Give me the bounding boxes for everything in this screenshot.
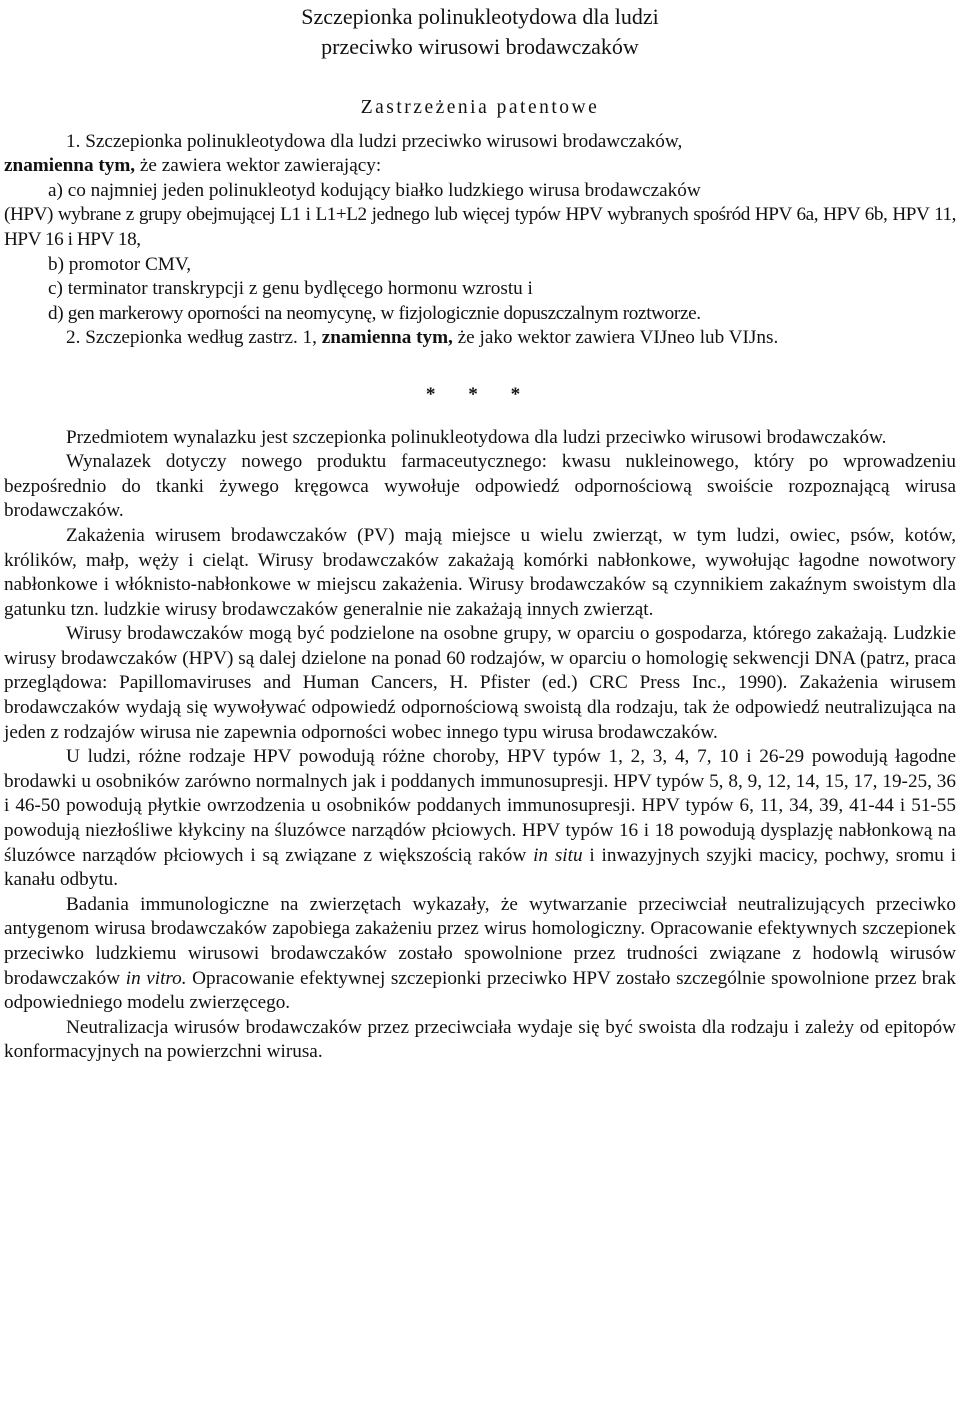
claim-2-bold: znamienna tym, — [321, 327, 453, 349]
section-separator: * * * — [425, 383, 535, 405]
claim-1-lead: 1. Szczepionka polinukleotydowa dla ludzi przeciwko wirusowi brodawczaków, — [66, 130, 683, 152]
paragraph-invention: Wynalazek dotyczy nowego produktu farmaceutycznego: kwasu nukleinowego, który po wprowadzeniu bezpośrednio do tkanki żywego kręgowca wywołuje odpowiedź odpornościową swoiście rozpoznającą wirusa brodawczaków. — [4, 451, 956, 522]
paragraph-groups: Wirusy brodawczaków mogą być podzielone na osobne grupy, w oparciu o gospodarza, którego zakażają. Ludzkie wirusy brodawczaków (HPV) są dalej dzielone na ponad 60 rodzajów, w oparciu o homologię sekwencji DNA (patrz, praca przeglądowa: Papillomaviruses and Human Cancers, H. Pfister (ed.) CRC Press Inc., 1990). Zakażenia wirusem brodawczaków wydają się wywoływać odpowiedź odpornościową swoistą dla rodzaju, tak że odpowiedź neutralizująca na jeden z rodzajów wirusa nie zapewnia odporności wobec innego typu wirusa brodawczaków. — [4, 623, 956, 743]
claim-1-item-b: b) promotor CMV, — [48, 253, 192, 275]
claims-heading: Zastrzeżenia patentowe — [360, 97, 600, 118]
claim-1-item-c: c) terminator transkrypcji z genu bydlęcego hormonu wzrostu i — [48, 278, 533, 300]
paragraph-immunology: Badania immunologiczne na zwierzętach wykazały, że wytwarzanie przeciwciał neutralizujących przeciwko antygenom wirusa brodawczaków zapobiega zakażeniu przez wirus homologiczny. Opracowanie efektywnych szczepionek przeciwko ludzkiemu wirusowi brodawczaków zostało spowolnione przez trudności związane z hodowlą wirusów brodawczaków in vitro. Opracowanie efektywnej szczepionki przeciwko HPV zostało szczególnie spowolnione przez brak odpowiedniego modelu zwierzęcego. — [4, 893, 957, 1014]
title-line-1: Szczepionka polinukleotydowa dla ludzi — [301, 4, 659, 29]
claim-2-rest: że jako wektor zawiera VIJneo lub VIJns. — [457, 327, 779, 349]
paragraph-hpv-types: U ludzi, różne rodzaje HPV powodują różne choroby, HPV typów 1, 2, 3, 4, 7, 10 i 26-29 powodują łagodne brodawki u osobników zarówno normalnych jak i poddanych immunosupresji. HPV typów 5, 8, 9, 12, 14, 15, 17, 19-25, 36 i 46-50 powodują płytkie owrzodzenia u osobników poddanych immunosupresji. HPV typów 6, 11, 34, 39, 41-44 i 51-55 powodują niezłośliwe kłykciny na śluzówce narządów płciowych. HPV typów 16 i 18 powodują dysplazję nabłonkową na śluzówce narządów płciowych i są związane z większością raków in situ i inwazyjnych szyjki macicy, pochwy, sromu i kanału odbytu. — [4, 746, 957, 891]
title-line-2: przeciwko wirusowi brodawczaków — [321, 34, 639, 59]
claim-2 — [4, 326, 956, 351]
claim-1-rest: że zawiera wektor zawierający: — [139, 155, 382, 177]
document-title — [4, 2, 956, 62]
paragraph-infections: Zakażenia wirusem brodawczaków (PV) mają miejsce u wielu zwierząt, w tym ludzi, owiec, psów, kotów, królików, małp, węży i cieląt. Wirusy brodawczaków zakażają komórki nabłonkowe, wywołując łagodne nowotwory nabłonkowe i włóknisto-nabłonkowe w miejscu zakażenia. Wirusy brodawczaków są czynnikiem zakaźnym swoistym dla gatunku tzn. ludzkie wirusy brodawczaków generalnie nie zakażają innych zwierząt. — [4, 524, 956, 620]
document-page — [0, 2, 960, 1406]
claim-1-bold: znamienna tym, — [4, 155, 136, 177]
paragraph-subject: Przedmiotem wynalazku jest szczepionka polinukleotydowa dla ludzi przeciwko wirusowi brodawczaków. — [66, 426, 887, 448]
italic-in-situ: in situ — [533, 844, 583, 866]
claim-1-item-a: a) co najmniej jeden polinukleotyd kodujący białko ludzkiego wirusa brodawczaków — [48, 179, 701, 201]
italic-in-vitro: in vitro. — [125, 967, 187, 989]
claim-1-item-a-continuation: (HPV) wybrane z grupy obejmującej L1 i L1+L2 jednego lub więcej typów HPV wybranych spośród HPV 6a, HPV 6b, HPV 11, HPV 16 i HPV 18, — [4, 204, 956, 250]
paragraph-neutralization: Neutralizacja wirusów brodawczaków przez przeciwciała wydaje się być swoista dla rodzaju i zależy od epitopów konformacyjnych na powierzchni wirusa. — [4, 1016, 956, 1063]
claim-1-item-d: d) gen markerowy oporności na neomycynę, w fizjologicznie dopuszczalnym roztworze. — [48, 302, 701, 324]
claim-1 — [4, 130, 956, 179]
claim-2-lead: 2. Szczepionka według zastrz. 1, — [66, 327, 317, 349]
